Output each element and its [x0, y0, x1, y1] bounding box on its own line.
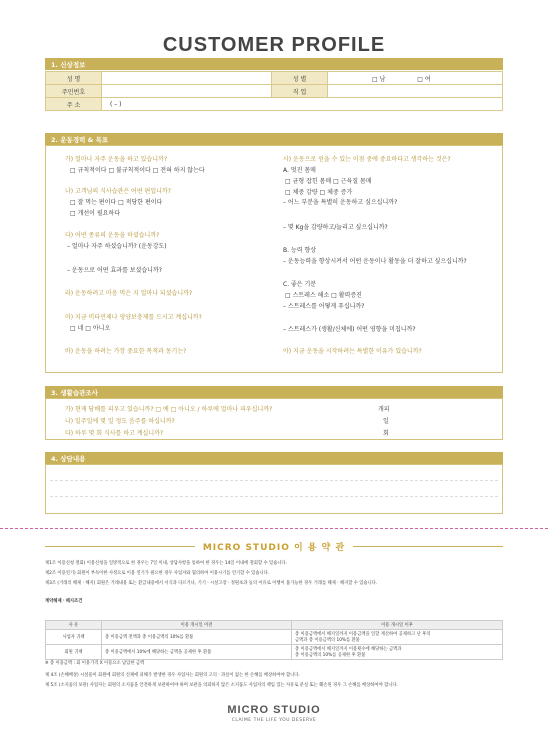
refund-table: [45, 620, 503, 660]
question-supplements: 마) 지금 비타민제나 영양보충제를 드시고 계십니까?: [65, 314, 202, 321]
benefit-a-weight: – 몇 Kg을 감량하고/늘리고 싶으십니까?: [283, 224, 388, 231]
question-reason: 아) 지금 운동을 시작하려는 특별한 이유가 있습니까?: [283, 348, 422, 355]
row2-after-line2: 총 이용금액의 10%를 공제한 후 환불: [295, 653, 366, 658]
unit-cigarettes: 개피: [378, 406, 390, 413]
unit-days: 일: [383, 418, 389, 425]
row1-after: [292, 630, 503, 645]
benefit-c-title: C. 좋은 기분: [283, 281, 317, 288]
job-label: 직 업: [272, 85, 328, 98]
sub-question-intensity: – 얼마나 자주 하셨습니까? (운동강도): [67, 243, 167, 250]
section-label: 3. 생활습관조사: [51, 389, 98, 397]
question-motivation: 바) 운동을 하려는 가장 중요한 목적과 동기는?: [65, 348, 187, 355]
terms-subheading: 계약해제ㆍ해지조건: [45, 599, 83, 604]
benefit-c-stress-effect: – 스트레스가 (생활/신체에) 어떤 영향을 미칩니까?: [283, 326, 416, 333]
row2-reason: 회원 귀책: [46, 645, 102, 660]
question-smoking: 가) 현재 담배를 피우고 있습니까? □ 예 □ 아니오 / 하루에 얼마나 피우십니까?: [65, 406, 273, 413]
consultation-notes-box[interactable]: [45, 464, 503, 514]
sub-question-effect: – 운동으로 어떤 효과를 보셨습니까?: [67, 267, 162, 274]
unit-times: 회: [383, 430, 389, 437]
name-field[interactable]: [102, 72, 272, 85]
page-title: CUSTOMER PROFILE: [162, 34, 386, 56]
th-after: 이용 개시일 이후: [292, 621, 503, 630]
section-header-personal-info: [45, 58, 503, 70]
benefit-c-stress-relief: – 스트레스를 어떻게 푸십니까?: [283, 303, 365, 310]
question-decision-time: 라) 운동하려고 마음 먹은 지 얼마나 되셨습니까?: [65, 290, 193, 297]
benefit-a-options-1[interactable]: □ 균형 잡힌 몸매 □ 근육질 몸매: [285, 178, 372, 185]
terms-article-4: 제 4조 (손해배상) 시설물이 회원에 회원의 신체에 피해가 발생한 경우 사업자는 회원의 고의ㆍ과실이 없는 한 손해를 배상하여야 합니다.: [45, 673, 300, 678]
terms-article-2: 제2조 이용연기) 회원이 부득이한 사정으로 이용 연기가 필요한 경우 사업자와 협의하여 이용시기를 연기할 수 있습니다.: [45, 571, 270, 576]
terms-title: MICRO STUDIO 이 용 약 관: [202, 543, 346, 553]
male-checkbox[interactable]: □ 남: [372, 75, 386, 83]
benefit-a-options-2[interactable]: □ 체중 감량 □ 체중 증가: [285, 189, 353, 196]
brand-logo: MICRO STUDIO: [227, 704, 321, 716]
answer-supplements[interactable]: □ 네 □ 아니오: [70, 325, 111, 332]
benefit-b-question: – 운동능력을 향상시켜서 어떤 운동이나 활동을 더 잘하고 싶으십니까?: [283, 258, 467, 265]
address-label: 주 소: [46, 98, 102, 111]
postcode-value: ( – ): [110, 100, 122, 108]
personal-info-table: [45, 71, 503, 111]
notes-line: [50, 480, 498, 481]
address-field[interactable]: [102, 98, 503, 111]
answer-eating-habits-1[interactable]: □ 잘 먹는 편이다 □ 적당한 편이다: [70, 199, 163, 206]
section-label: 4. 상담내용: [51, 455, 86, 463]
question-eating-habits: 나) 고객님의 식사습관은 어떤 편입니까?: [65, 188, 171, 195]
section-header-exercise: [45, 133, 503, 145]
section-header-lifestyle: [45, 386, 503, 398]
answer-eating-habits-2[interactable]: □ 개선이 필요하다: [70, 210, 121, 217]
question-meals: 다) 하루 몇 회 식사를 하고 계십니까?: [65, 430, 164, 437]
gender-label: 성 별: [272, 72, 328, 85]
benefit-b-title: B. 능력 향상: [283, 247, 317, 254]
gender-field[interactable]: [328, 72, 503, 85]
row1-after-line2: 금액과 총 이용금액의 10%를 환불: [295, 638, 360, 643]
row2-after: [292, 645, 503, 660]
question-exercise-type: 다) 어떤 종류의 운동을 하셨습니까?: [65, 232, 160, 239]
row1-before: 총 이용금액 전액과 총 이용금액의 10%를 환불: [102, 630, 292, 645]
terms-note: ※ 총 이용금액 : 회 이용가격 X 이용요소 납입한 금액: [45, 661, 145, 666]
brand-slogan: CLAIME THE LIFE YOU DESERVE: [231, 718, 317, 723]
female-checkbox[interactable]: □ 여: [417, 75, 431, 83]
rrn-label: 주민번호: [46, 85, 102, 98]
job-field[interactable]: [328, 85, 503, 98]
section-header-consultation: [45, 452, 503, 464]
benefit-c-options[interactable]: □ 스트레스 해소 □ 활력증진: [285, 292, 362, 299]
notes-line: [50, 496, 498, 497]
name-label: 성 명: [46, 72, 102, 85]
row1-reason: 사업자 귀책: [46, 630, 102, 645]
row2-after-line1: 총 이용금액에서 해지일까지 이용횟수에 해당하는 금액과: [295, 647, 402, 652]
question-exercise-frequency: 가) 얼마나 자주 운동을 하고 있습니까?: [65, 156, 168, 163]
th-reason: 사 유: [46, 621, 102, 630]
cut-line: [0, 528, 548, 529]
terms-article-3: 제3조 (거래의 해제ㆍ해지) 회원은 거래내용 또는 환급내용에서 서식과 다르거나, 기기ㆍ시설고장ㆍ정원초과 등의 이유로 이행이 불가능한 경우 거래를 해제ㆍ해지할 수 있습니다.: [45, 581, 378, 586]
question-benefits: 사) 운동으로 얻을 수 있는 이점 중에 중요하다고 생각하는 것은?: [283, 156, 451, 163]
benefit-a-title: A. 멋진 몸매: [283, 167, 316, 174]
question-drinking: 나) 일주일에 몇 일 정도 음주를 하십니까?: [65, 418, 175, 425]
rrn-field[interactable]: [102, 85, 272, 98]
terms-article-1: 제1조 이용신청 철회) 이용신청을 일방적으로 한 경우는 7일 이내, 상담사항을 통하여 한 경우는 14일 이내에 철회할 수 있습니다.: [45, 561, 287, 566]
section-label: 2. 운동경력 & 목표: [51, 136, 109, 144]
section-label: 1. 신상정보: [51, 61, 86, 69]
terms-article-5: 제 5조 (소지품의 보관) 사업자는 회원의 소지품을 안전하게 보관하여야 하며 보관을 의뢰하지 않은 소지품도 사업자의 책임 있는 사유로 분실 또는 훼손된 경우 그 손해를 배상하여야 합니다.: [45, 683, 398, 688]
row2-before: 총 이용금액에서 10%에 해당하는 금액을 공제한 후 환불: [102, 645, 292, 660]
benefit-a-body-part: – 어느 부분을 특별히 운동하고 싶으십니까?: [283, 199, 398, 206]
answer-exercise-frequency[interactable]: □ 규칙적이다 □ 불규칙적이다 □ 전혀 하지 않는다: [70, 167, 205, 174]
th-before: 이용 개시일 이전: [102, 621, 292, 630]
row1-after-line1: 총 이용금액에서 해지일까지 이용금액을 일할 계산하여 공제하고 난 후의: [295, 632, 431, 637]
